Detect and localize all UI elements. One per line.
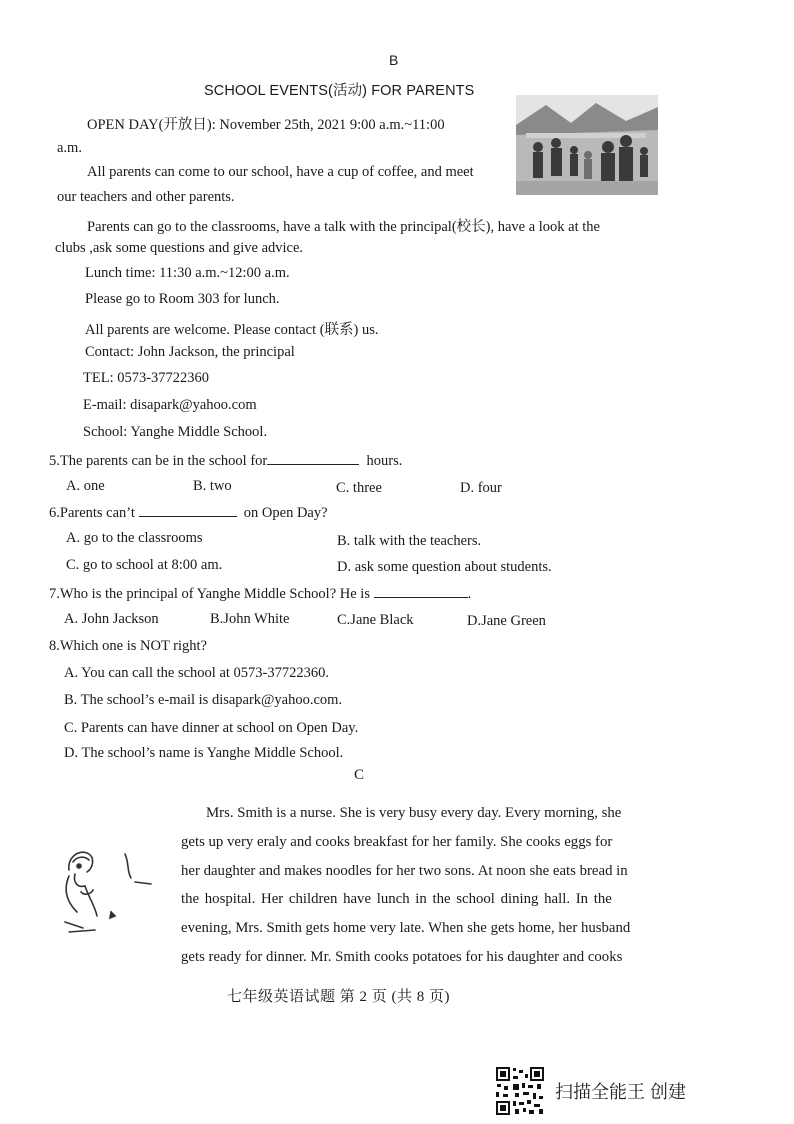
q8-option-d: D. The school’s name is Yanghe Middle School. [64,745,344,761]
q5-option-c: C. three [336,480,382,496]
q6-option-c: C. go to school at 8:00 am. [66,557,223,573]
lunch-time: Lunch time: 11:30 a.m.~12:00 a.m. [85,265,290,281]
section-c-line-1: Mrs. Smith is a nurse. She is very busy every day. Every morning, she [206,805,622,821]
section-b-title: SCHOOL EVENTS(活动) FOR PARENTS [204,83,475,99]
question-6-stem: 6.Parents can’t [49,505,135,521]
q8-option-c: C. Parents can have dinner at school on Open Day. [64,720,359,736]
question-7-stem-end: . [467,586,472,602]
section-c-line-4: the hospital. Her children have lunch in the school dining hall. In the [181,891,612,907]
contact-line: Contact: John Jackson, the principal [85,344,295,360]
question-5 [49,452,402,470]
school-line: School: Yanghe Middle School. [83,424,268,440]
question-7-stem: 7.Who is the principal of Yanghe Middle School? He is [49,586,370,602]
q6-option-d: D. ask some question about students. [337,559,552,575]
crowd-photo-image [516,95,658,195]
question-5-stem: 5.The parents can be in the school for [49,453,268,469]
answer-blank [267,452,359,465]
qr-code [495,1066,545,1116]
section-c-line-2: gets up very eraly and cooks breakfast for her family. She cooks eggs for [181,834,613,850]
question-7 [49,585,471,603]
nurse-sketch-image [55,842,165,942]
open-day-line-cont: a.m. [57,140,82,156]
answer-blank [374,585,468,598]
qr-code-image [495,1066,545,1116]
q5-option-a: A. one [66,478,105,494]
q7-option-d: D.Jane Green [467,613,546,629]
paragraph-1-line-2: our teachers and other parents. [57,189,235,205]
q6-option-b: B. talk with the teachers. [337,533,482,549]
open-day-line: OPEN DAY(开放日): November 25th, 2021 9:00 a.m.~11:00 [87,117,445,133]
q7-option-c: C.Jane Black [337,612,414,628]
section-c-line-3: her daughter and makes noodles for her two sons. At noon she eats bread in [181,863,628,879]
paragraph-2-line-2: clubs ,ask some questions and give advice. [55,240,304,256]
lunch-room: Please go to Room 303 for lunch. [85,291,280,307]
email-line: E-mail: disapark@yahoo.com [83,397,257,413]
tel-line: TEL: 0573-37722360 [83,370,210,386]
scanner-watermark: 扫描全能王 创建 [555,1082,687,1102]
section-c-line-6: gets ready for dinner. Mr. Smith cooks potatoes for his daughter and cooks [181,949,623,965]
q7-option-a: A. John Jackson [64,611,159,627]
section-b-letter: B [389,52,399,68]
nurse-sketch [55,842,165,942]
q5-option-d: D. four [460,480,502,496]
q5-option-b: B. two [193,478,232,494]
question-8-stem: 8.Which one is NOT right? [49,638,207,654]
question-6 [49,504,328,522]
section-c-line-5: evening, Mrs. Smith gets home very late. When she gets home, her husband [181,920,631,936]
answer-blank [139,504,237,517]
paragraph-1-line-1: All parents can come to our school, have a cup of coffee, and meet [87,164,474,180]
open-day-photo [516,95,658,195]
welcome-line: All parents are welcome. Please contact (联系) us. [85,322,379,338]
paragraph-2-line-1: Parents can go to the classrooms, have a talk with the principal(校长), have a look at the [87,219,600,235]
q7-option-b: B.John White [210,611,290,627]
q8-option-b: B. The school’s e-mail is disapark@yahoo.com. [64,692,343,708]
question-5-stem-end: hours. [366,453,403,469]
q8-option-a: A. You can call the school at 0573-37722360. [64,665,329,681]
page-footer: 七年级英语试题 第 2 页 (共 8 页) [227,989,450,1005]
section-c-letter: C [354,767,365,783]
q6-option-a: A. go to the classrooms [66,530,203,546]
question-6-stem-end: on Open Day? [243,505,328,521]
